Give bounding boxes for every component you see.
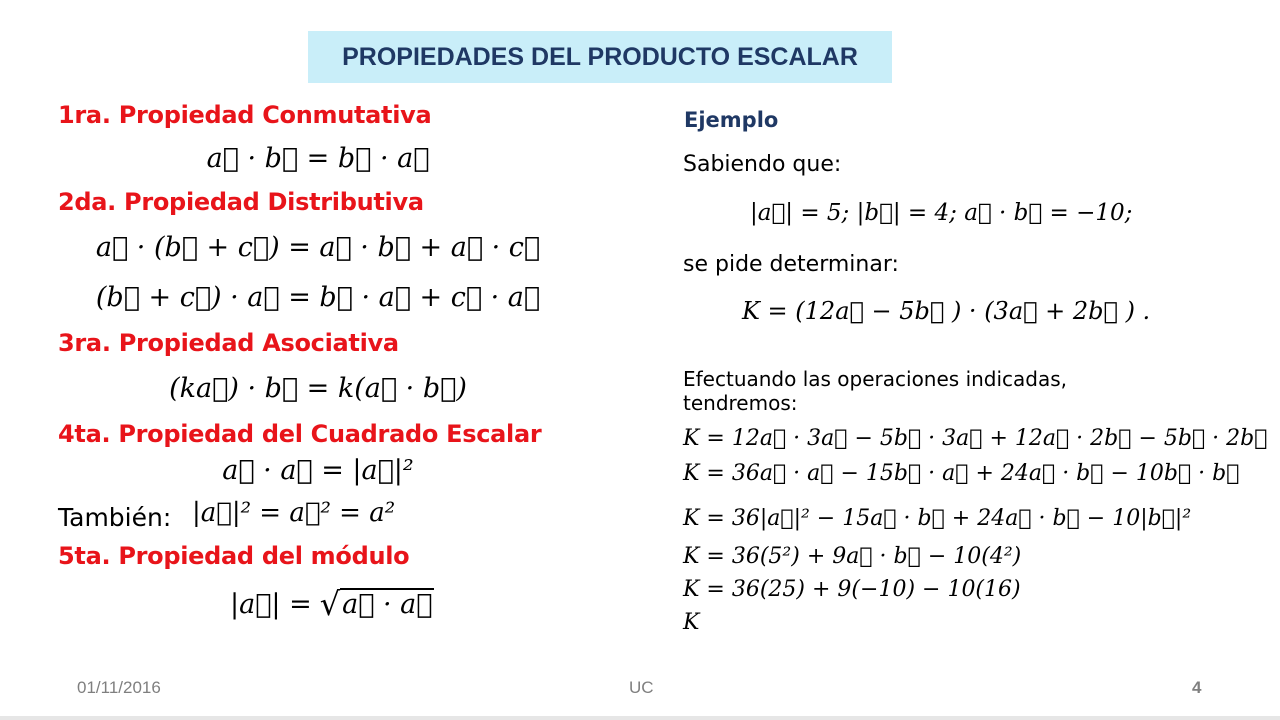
slide-title-box xyxy=(308,31,892,83)
bottom-divider xyxy=(0,716,1280,720)
steps-intro-line-1: Efectuando las operaciones indicadas, xyxy=(683,367,1068,391)
property-5-heading: 5ta. Propiedad del módulo xyxy=(58,542,410,570)
example-ask-formula: K = (12a⃗ − 5b⃗ ) · (3a⃗ + 2b⃗ ) . xyxy=(742,297,1151,325)
example-given-label: Sabiendo que: xyxy=(683,152,842,177)
property-4-also-formula: |a⃗|² = a⃗² = a² xyxy=(192,498,396,528)
slide-title: PROPIEDADES DEL PRODUCTO ESCALAR xyxy=(342,42,858,71)
steps-intro-line-2: tendremos: xyxy=(683,391,798,415)
example-ask-label: se pide determinar: xyxy=(683,252,899,277)
square-root-symbol: √ xyxy=(319,585,341,623)
example-given-formula: |a⃗| = 5; |b⃗| = 4; a⃗ · b⃗ = −10; xyxy=(750,200,1133,226)
property-2-formula-1: a⃗ · (b⃗ + c⃗) = a⃗ · b⃗ + a⃗ · c⃗ xyxy=(95,232,541,263)
property-3-formula: (ka⃗) · b⃗ = k(a⃗ · b⃗) xyxy=(169,373,467,404)
property-3-heading: 3ra. Propiedad Asociativa xyxy=(58,329,399,357)
step-line-2: K = 36a⃗ · a⃗ − 15b⃗ · a⃗ + 24a⃗ · b⃗ − 10b⃗ · b⃗ xyxy=(683,461,1240,486)
property-1-heading: 1ra. Propiedad Conmutativa xyxy=(58,101,432,129)
step-line-6: K xyxy=(683,610,700,635)
step-line-4: K = 36(5²) + 9a⃗ · b⃗ − 10(4²) xyxy=(683,544,1022,569)
step-line-1: K = 12a⃗ · 3a⃗ − 5b⃗ · 3a⃗ + 12a⃗ · 2b⃗ − 5b⃗ · 2b⃗ xyxy=(683,426,1268,451)
property-4-formula: a⃗ · a⃗ = |a⃗|² xyxy=(222,455,414,486)
footer-center: UC xyxy=(629,678,654,697)
property-5-formula xyxy=(230,585,434,623)
property-5-formula-lhs: |a⃗| = xyxy=(230,589,312,620)
step-line-3: K = 36|a⃗|² − 15a⃗ · b⃗ + 24a⃗ · b⃗ − 10|b⃗|² xyxy=(683,506,1192,531)
property-2-heading: 2da. Propiedad Distributiva xyxy=(58,188,424,216)
property-4-also-label: También: xyxy=(58,503,172,532)
footer-page-number: 4 xyxy=(1192,678,1202,697)
footer-date: 01/11/2016 xyxy=(77,678,161,697)
property-1-formula: a⃗ · b⃗ = b⃗ · a⃗ xyxy=(206,143,430,174)
property-5-radicand: a⃗ · a⃗ xyxy=(342,589,433,621)
example-title: Ejemplo xyxy=(684,108,779,132)
property-2-formula-2: (b⃗ + c⃗) · a⃗ = b⃗ · a⃗ + c⃗ · a⃗ xyxy=(95,282,541,313)
step-line-5: K = 36(25) + 9(−10) − 10(16) xyxy=(683,577,1021,602)
property-4-heading: 4ta. Propiedad del Cuadrado Escalar xyxy=(58,420,542,448)
